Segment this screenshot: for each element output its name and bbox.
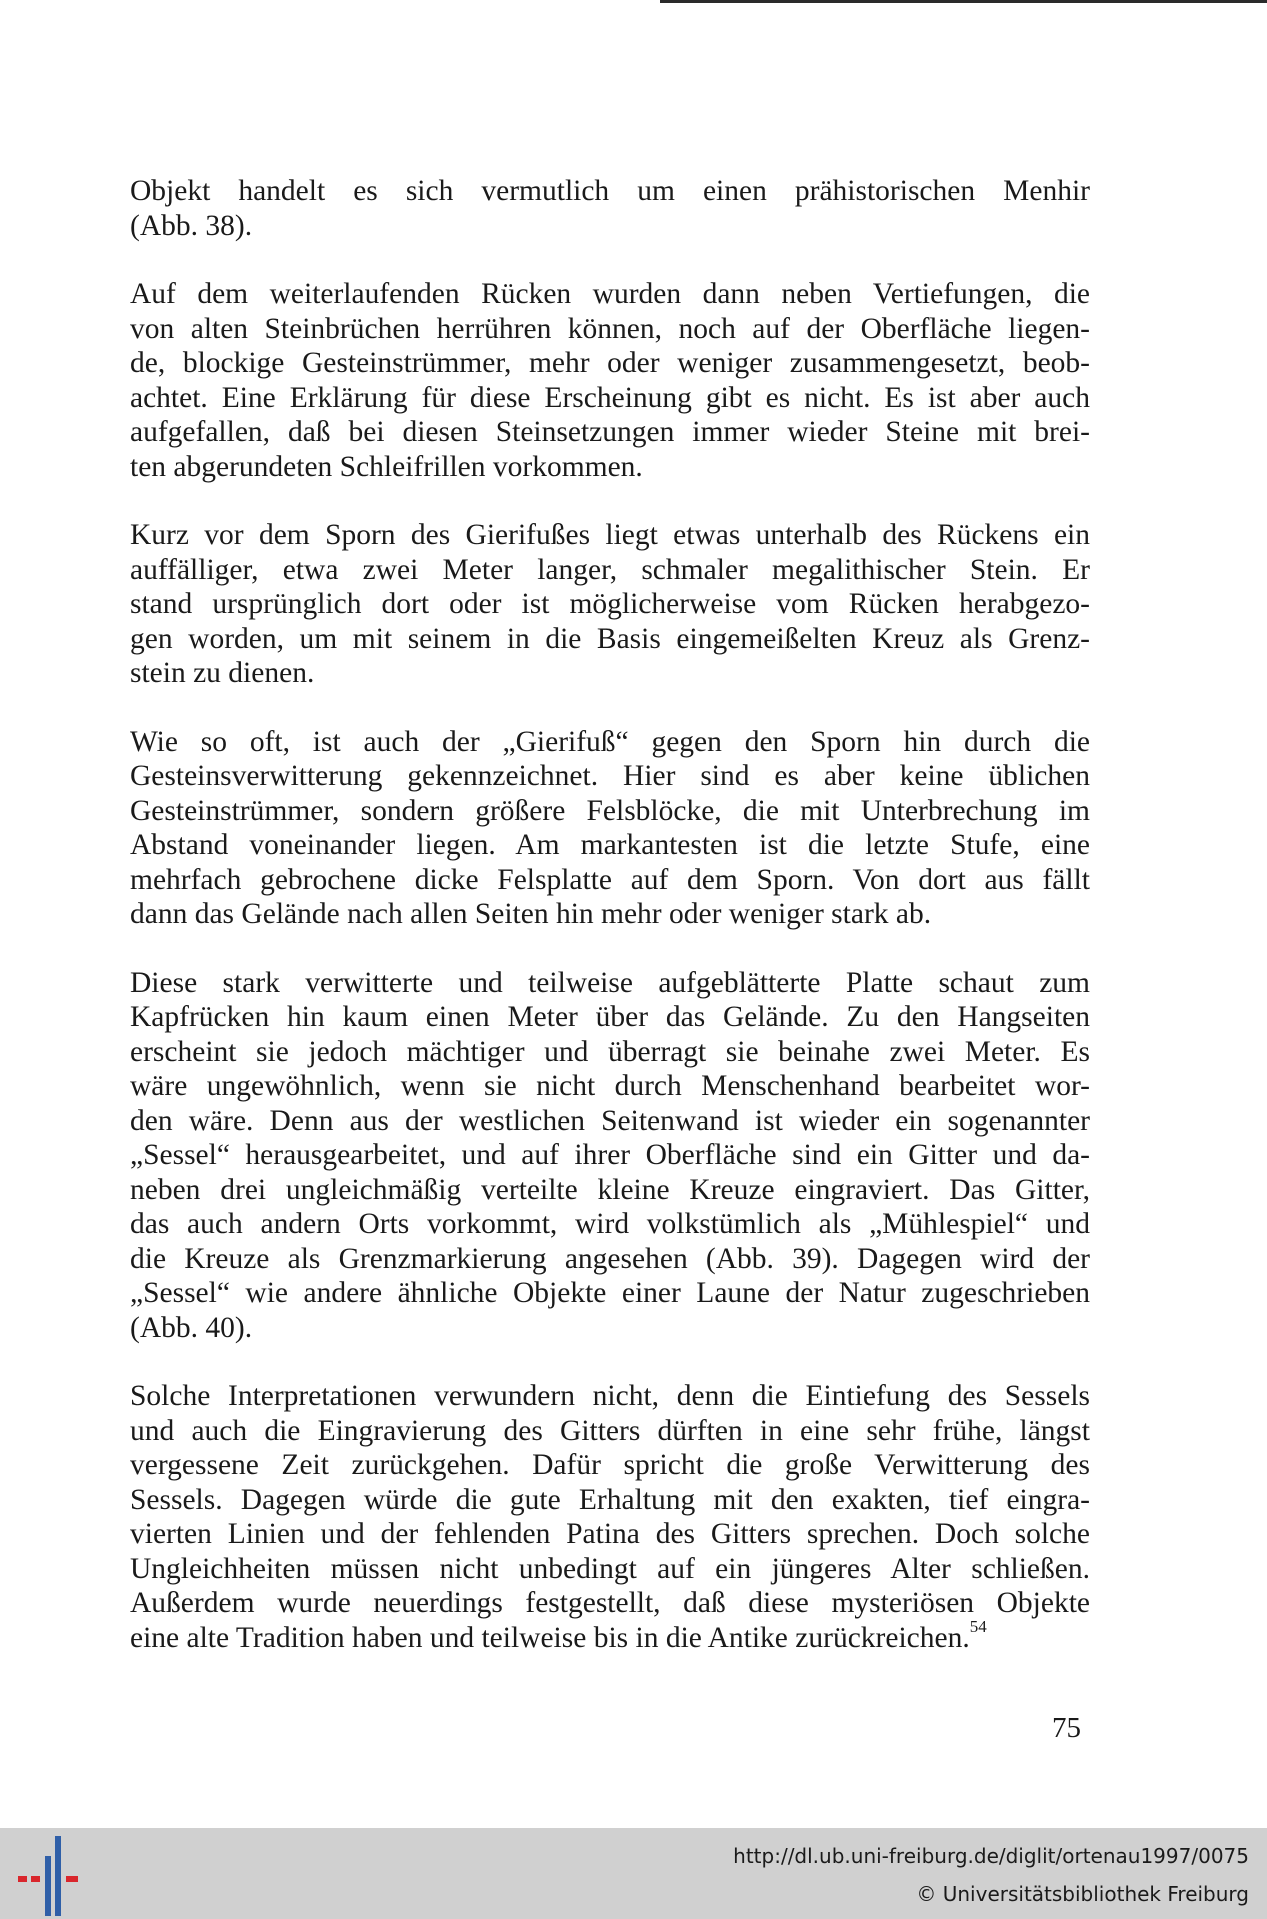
text-line: und auch die Eingravierung des Gitters dürften in eine sehr frühe, längst xyxy=(130,1414,1090,1447)
text-line: Gesteinsverwitterung gekennzeichnet. Hier sind es aber keine üblichen xyxy=(130,760,1090,792)
text-line: „Sessel“ wie andere ähnliche Objekte einer Laune der Natur zugeschrieben xyxy=(130,1277,1090,1309)
page-number: 75 xyxy=(1052,1712,1081,1744)
footnote-reference[interactable]: 54 xyxy=(969,1616,987,1636)
text-line: Abstand voneinander liegen. Am markantesten ist die letzte Stufe, eine xyxy=(130,829,1090,861)
top-edge-rule xyxy=(660,0,1267,3)
text-line: Ungleichheiten müssen nicht unbedingt auf ein jüngeres Alter schließen. xyxy=(130,1552,1090,1585)
text-line: Diese stark verwitterte und teilweise aufgeblätterte Platte schaut zum xyxy=(130,966,1090,999)
text-line: gen worden, um mit seinem in die Basis eingemeißelten Kreuz als Grenz- xyxy=(130,622,1090,655)
text-line: erscheint sie jedoch mächtiger und überragt sie beinahe zwei Meter. Es xyxy=(130,1035,1090,1068)
paragraph-5 xyxy=(130,966,1090,1346)
text-line: vierten Linien und der fehlenden Patina des Gitters sprechen. Doch solche xyxy=(130,1518,1090,1550)
paragraph-6 xyxy=(130,1379,1090,1655)
text-line: Kapfrücken hin kaum einen Meter über das Gelände. Zu den Hangseiten xyxy=(130,1001,1090,1033)
text-line: Kurz vor dem Sporn des Gierifußes liegt etwas unterhalb des Rückens ein xyxy=(130,519,1090,551)
copyright-notice: © Universitätsbibliothek Freiburg xyxy=(916,1882,1249,1906)
text-line: Objekt handelt es sich vermutlich um einen prähistorischen Menhir xyxy=(130,175,1090,207)
text-line: eine alte Tradition haben und teilweise bis in die Antike zurückreichen. xyxy=(130,1621,970,1654)
text-line: „Sessel“ herausgearbeitet, und auf ihrer Oberfläche sind ein Gitter und da- xyxy=(130,1139,1090,1171)
text-line: Auf dem weiterlaufenden Rücken wurden dann neben Vertiefungen, die xyxy=(130,278,1090,310)
paragraph-3 xyxy=(130,518,1090,691)
text-line: Sessels. Dagegen würde die gute Erhaltung mit den exakten, tief eingra- xyxy=(130,1483,1090,1516)
text-line: den wäre. Denn aus der westlichen Seitenwand ist wieder ein sogenannter xyxy=(130,1104,1090,1137)
text-line-with-footnote xyxy=(130,1616,1090,1656)
text-line: neben drei ungleichmäßig verteilte kleine Kreuze eingraviert. Das Gitter, xyxy=(130,1173,1090,1206)
text-line: stand ursprünglich dort oder ist möglicherweise vom Rücken herabgezo- xyxy=(130,588,1090,620)
ub-freiburg-logo-icon xyxy=(18,1836,82,1916)
text-line: stein zu dienen. xyxy=(130,657,315,689)
text-line: auffälliger, etwa zwei Meter langer, schmaler megalithischer Stein. Er xyxy=(130,553,1090,586)
text-line: (Abb. 40). xyxy=(130,1311,253,1344)
paragraph-2 xyxy=(130,277,1090,484)
text-line: Gesteinstrümmer, sondern größere Felsblöcke, die mit Unterbrechung im xyxy=(130,794,1090,827)
text-line: achtet. Eine Erklärung für diese Erscheinung gibt es nicht. Es ist aber auch xyxy=(130,381,1090,414)
text-line: Solche Interpretationen verwundern nicht, denn die Eintiefung des Sessels xyxy=(130,1380,1090,1412)
footer-bar xyxy=(0,1828,1267,1919)
text-line: von alten Steinbrüchen herrühren können, noch auf der Oberfläche liegen- xyxy=(130,312,1090,345)
text-line: ten abgerundeten Schleifrillen vorkommen. xyxy=(130,450,643,483)
text-line: Außerdem wurde neuerdings festgestellt, daß diese mysteriösen Objekte xyxy=(130,1587,1090,1619)
text-line: die Kreuze als Grenzmarkierung angesehen (Abb. 39). Dagegen wird der xyxy=(130,1242,1090,1275)
text-line: Wie so oft, ist auch der „Gierifuß“ gegen den Sporn hin durch die xyxy=(130,725,1090,758)
text-line: de, blockige Gesteinstrümmer, mehr oder weniger zusammengesetzt, beob- xyxy=(130,347,1090,379)
paragraph-1 xyxy=(130,174,1090,243)
text-line: aufgefallen, daß bei diesen Steinsetzungen immer wieder Steine mit brei- xyxy=(130,416,1090,448)
text-line: mehrfach gebrochene dicke Felsplatte auf dem Sporn. Von dort aus fällt xyxy=(130,863,1090,896)
text-line: dann das Gelände nach allen Seiten hin mehr oder weniger stark ab. xyxy=(130,898,932,930)
document-body xyxy=(130,174,1090,1689)
text-line: wäre ungewöhnlich, wenn sie nicht durch Menschenhand bearbeitet wor- xyxy=(130,1070,1090,1102)
text-line: das auch andern Orts vorkommt, wird volkstümlich als „Mühlespiel“ und xyxy=(130,1208,1090,1240)
text-line: (Abb. 38). xyxy=(130,209,253,242)
source-url-link[interactable]: http://dl.ub.uni-freiburg.de/diglit/ortenau1997/0075 xyxy=(733,1844,1249,1868)
text-line: vergessene Zeit zurückgehen. Dafür spricht die große Verwitterung des xyxy=(130,1449,1090,1481)
paragraph-4 xyxy=(130,725,1090,932)
